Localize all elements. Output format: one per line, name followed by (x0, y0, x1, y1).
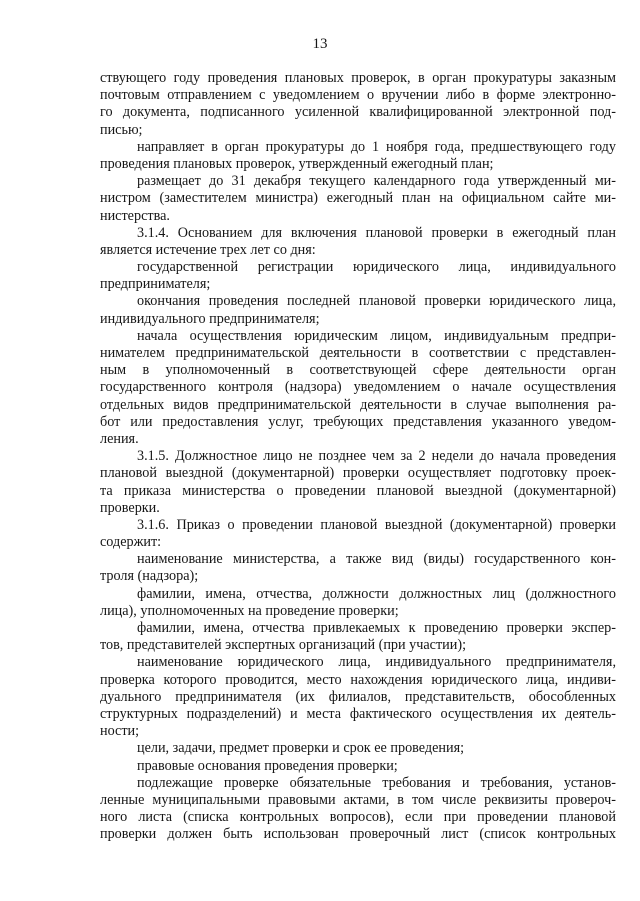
text-line: фамилии, имена, отчества привлекаемых к проведению проверки экспер- (137, 620, 616, 636)
text-line: наименование министерства, а также вид (виды) государственного кон- (137, 551, 616, 568)
text-line: структурных подразделений) и места фактического осуществления их деятель- (100, 705, 616, 722)
paragraph (100, 758, 616, 775)
paragraph (100, 586, 616, 620)
text-line: государственного контроля (надзора) уведомлением о начале осуществления (100, 379, 616, 396)
text-line: 3.1.4. Основанием для включения плановой проверки в ежегодный план (137, 224, 616, 241)
paragraph (100, 448, 616, 517)
text-line: проверки. (100, 499, 160, 516)
text-line: индивидуального предпринимателя; (100, 310, 320, 327)
text-line: нистром (заместителем министра) ежегодный план на официальном сайте ми- (100, 190, 616, 207)
text-line: лица), уполномоченных на проведение проверки; (100, 602, 399, 619)
text-line: ленные муниципальными правовыми актами, в том числе реквизиты провероч- (100, 791, 616, 808)
text-line: проверка которого проводится, место нахождения юридического лица, индиви- (100, 671, 616, 688)
paragraph (100, 225, 616, 259)
text-line: содержит: (100, 534, 162, 551)
text-line: та приказа министерства о проведении плановой выездной (документарной) (100, 482, 616, 499)
paragraph (100, 173, 616, 225)
text-line: 3.1.5. Должностное лицо не позднее чем за 2 недели до начала проведения (137, 448, 616, 465)
text-line: го документа, подписанного усиленной квалифицированной электронной под- (100, 104, 616, 121)
text-line: является истечение трех лет со дня: (100, 241, 316, 258)
text-line: отдельных видов предпринимательской деятельности в случае выполнения ра- (100, 396, 616, 413)
text-line: подлежащие проверке обязательные требования и требования, установ- (137, 774, 616, 791)
text-line: проведения плановых проверок, утвержденный ежегодный план; (100, 155, 494, 172)
text-line: тов, представителей экспертных организаций (при участии); (100, 637, 467, 654)
text-line: фамилии, имена, отчества, должности должностных лиц (должностного (137, 585, 616, 602)
paragraph (100, 654, 616, 740)
paragraph (100, 328, 616, 448)
paragraph (100, 620, 616, 654)
page-number: 13 (312, 36, 328, 52)
text-line: нистерства. (100, 207, 170, 224)
text-line: направляет в орган прокуратуры до 1 ноября года, предшествующего году (137, 138, 616, 155)
text-line: размещает до 31 декабря текущего календарного года утвержденный ми- (137, 173, 616, 190)
text-line: правовые основания проведения проверки; (137, 757, 398, 774)
text-line: ного листа (списка контрольных вопросов), если при проведении плановой (100, 809, 616, 826)
text-line: плановой выездной (документарной) проверки осуществляет подготовку проек- (100, 465, 616, 482)
paragraph (100, 551, 616, 585)
text-line: проверки должен быть использован проверочный лист (список контрольных (100, 826, 616, 843)
text-line: почтовым отправлением с уведомлением о вручении либо в форме электронно- (100, 87, 616, 104)
paragraph (100, 740, 616, 757)
text-line: писью; (100, 121, 143, 138)
paragraph (100, 517, 616, 551)
text-line: ным в уполномоченный в соответствующей сфере деятельности орган (100, 362, 616, 379)
text-line: ления. (100, 430, 139, 447)
text-line: дуального предпринимателя (их филиалов, представительств, обособленных (100, 688, 616, 705)
paragraph (100, 293, 616, 327)
text-line: нимателем предпринимательской деятельности в соответствии с представлен- (100, 345, 616, 361)
document-body (100, 70, 616, 843)
text-line: ности; (100, 723, 140, 740)
text-line: 3.1.6. Приказ о проведении плановой выездной (документарной) проверки (137, 516, 616, 533)
paragraph (100, 139, 616, 173)
text-line: наименование юридического лица, индивидуального предпринимателя, (137, 654, 616, 671)
text-line: цели, задачи, предмет проверки и срок ее проведения; (137, 740, 465, 757)
paragraph (100, 259, 616, 293)
paragraph (100, 70, 616, 139)
text-line: предпринимателя; (100, 276, 211, 293)
text-line: окончания проведения последней плановой проверки юридического лица, (137, 293, 616, 310)
paragraph (100, 775, 616, 844)
text-line: государственной регистрации юридического лица, индивидуального (137, 259, 616, 276)
text-line: начала осуществления юридическим лицом, индивидуальным предпри- (137, 327, 616, 344)
text-line: троля (надзора); (100, 568, 199, 585)
text-line: бот или предоставления услуг, требующих представления указанного уведом- (100, 413, 616, 430)
text-line: ствующего году проведения плановых проверок, в орган прокуратуры заказным (100, 70, 616, 86)
